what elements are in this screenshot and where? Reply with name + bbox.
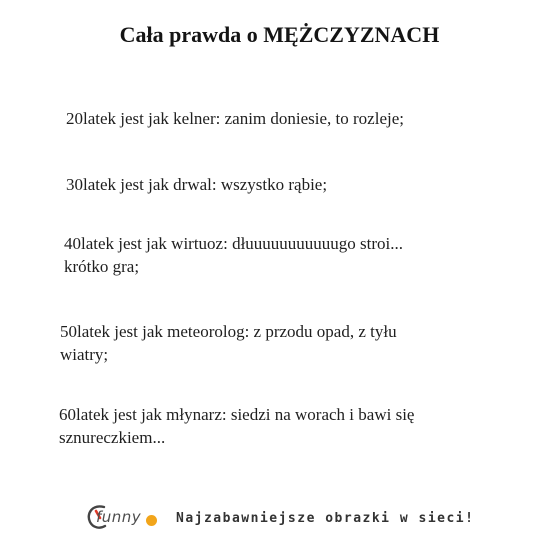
entry-line: 50latek jest jak meteorolog: z przodu opad, z tyłu: [60, 322, 397, 341]
entry-line: 20latek jest jak kelner: zanim doniesie, to rozleje;: [66, 109, 404, 128]
list-item: [60, 320, 397, 366]
list-item: [66, 173, 327, 196]
list-item: [64, 232, 403, 278]
entry-line: wiatry;: [60, 345, 109, 364]
logo-text: funny: [96, 508, 142, 526]
logo-dot-icon: [146, 515, 157, 526]
page-title: Cała prawda o MĘŻCZYZNACH: [119, 22, 440, 47]
site-logo[interactable]: [84, 502, 164, 532]
entry-line: sznureczkiem...: [59, 428, 166, 447]
footer-slogan: Najzabawniejsze obrazki w sieci!: [176, 511, 475, 526]
footer: [0, 494, 559, 540]
list-item: [59, 403, 414, 449]
entry-line: krótko gra;: [64, 257, 140, 276]
list-item: [66, 107, 404, 130]
entry-line: 30latek jest jak drwal: wszystko rąbie;: [66, 175, 328, 194]
entry-line: 40latek jest jak wirtuoz: dłuuuuuuuuuuugo stroi...: [64, 234, 404, 253]
entry-line: 60latek jest jak młynarz: siedzi na worach i bawi się: [59, 405, 415, 424]
